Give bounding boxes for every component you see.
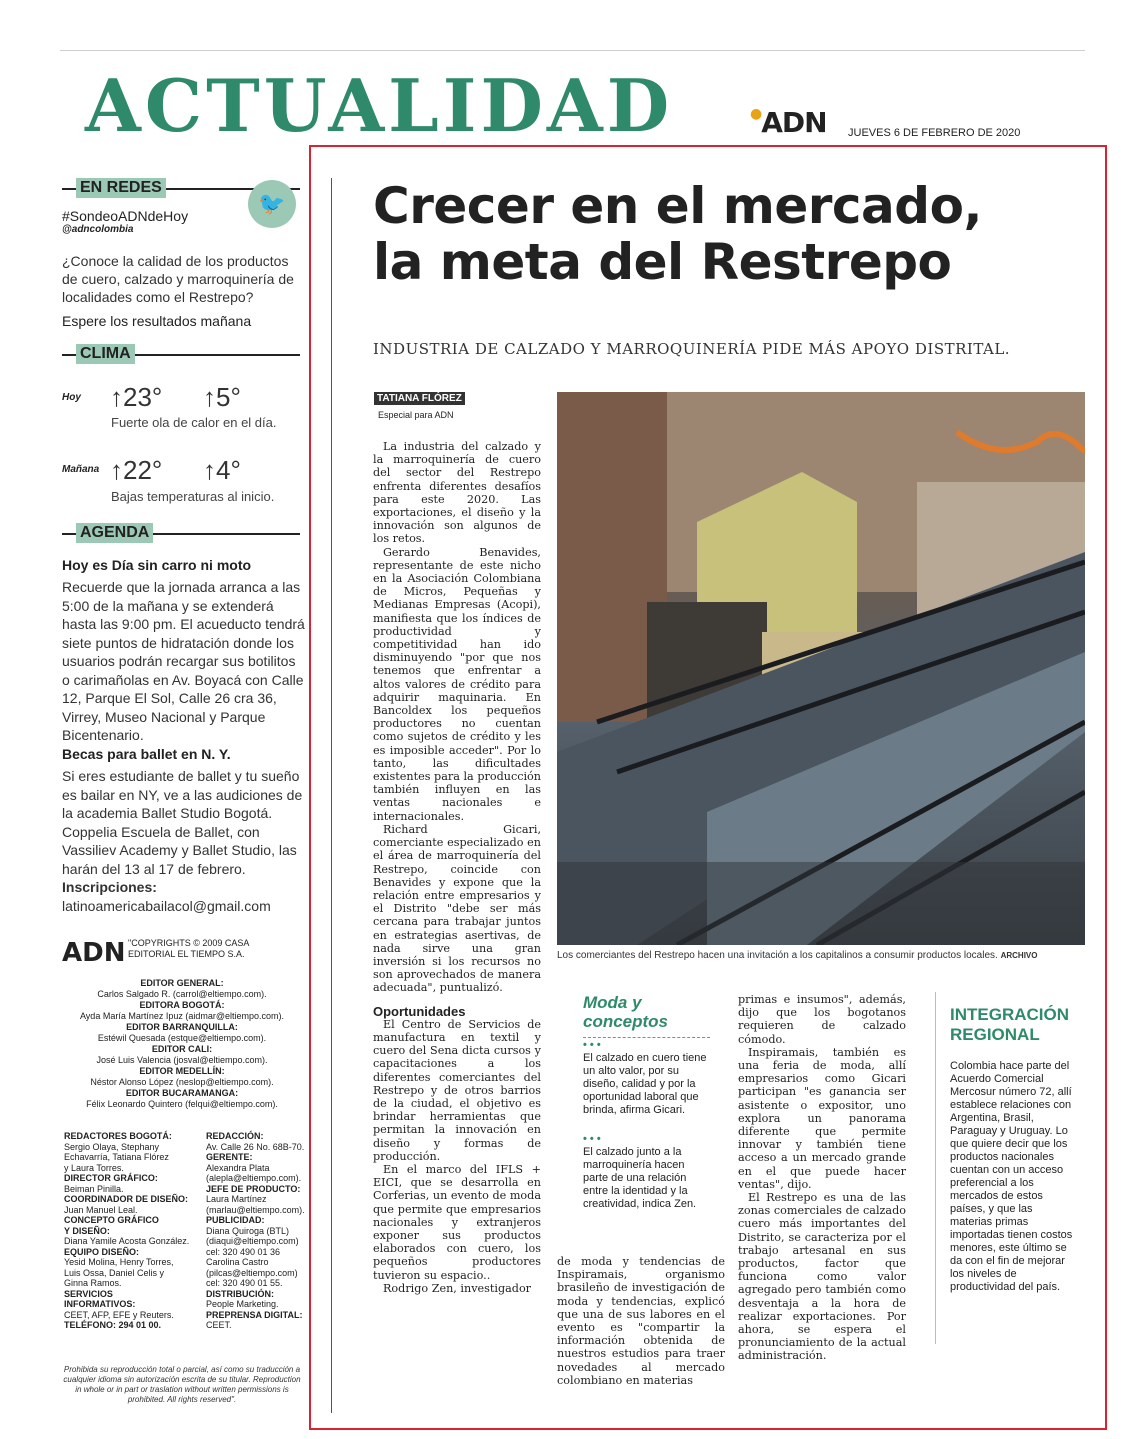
credit-line: INFORMATIVOS:: [64, 1299, 136, 1309]
article-column-2: de moda y tendencias de Inspiramais, organismo brasileño de investigación de moda y tendencias, explicó que una de sus labores en el evento es "compartir la información obtenida de nuestros estudios para traer novedades al mercado colombiano en materias: [557, 1255, 725, 1387]
credit-name: Estéwil Quesada (estque@eltiempo.com).: [97, 1033, 267, 1043]
credit-name: Carlos Salgado R. (carrol@eltiempo.com).: [97, 989, 267, 999]
credit-line: y Laura Torres.: [64, 1162, 124, 1173]
weather-today-desc: Fuerte ola de calor en el día.: [111, 415, 277, 430]
article-photo: [557, 392, 1085, 945]
credit-line: Y DISEÑO:: [64, 1225, 110, 1236]
agenda-item2-text: Si eres estudiante de ballet y tu sueño es bailar en NY, ve a las audiciones de la academia Ballet Studio Bogotá. Coppelia Escuela de Ballet, con Vassiliev Academy y Ballet Studio, las harán del 13 al 17 de febrero. Inscripciones: latinoamericabailacol@gmail.com: [62, 768, 303, 914]
credit-line: Ginna Ramos.: [64, 1278, 122, 1288]
twitter-icon: 🐦: [248, 180, 296, 228]
agenda-header: AGENDA: [62, 523, 300, 543]
article-rule: [331, 178, 332, 1413]
credit-line: PREPRENSA DIGITAL:: [206, 1309, 303, 1320]
poll-question: ¿Conoce la calidad de los productos de cuero, calzado y marroquinería de localidades como el Restrepo?: [62, 253, 294, 305]
credit-name: José Luis Valencia (josval@eltiempo.com).: [96, 1055, 268, 1065]
credit-line: (alepla@eltiempo.com).: [206, 1173, 302, 1183]
credit-line: Av. Calle 26 No. 68B-70.: [206, 1141, 305, 1152]
credit-line: EQUIPO DISEÑO:: [64, 1246, 140, 1257]
credit-line: COORDINADOR DE DISEÑO:: [64, 1194, 189, 1204]
headline: Crecer en el mercado, la meta del Restrepo: [373, 177, 982, 291]
moda-conceptos-title: Moda y conceptos: [583, 993, 669, 1031]
weather-today-min: ↑5°: [203, 382, 241, 412]
integracion-text: Colombia hace parte del Acuerdo Comercial Mercosur número 72, allí establece relaciones con Argentina, Brasil, Paraguay y Uruguay. Lo que quiere decir que los productos nacionales cuentan con un acceso preferencial a los mercados de estos países, y que las materias primas importadas tienen costos menores, este último se da con el fin de mejorar los niveles de productividad del país.: [950, 1060, 1073, 1293]
subheadline: INDUSTRIA DE CALZADO Y MARROQUINERÍA PIDE MÁS APOYO DISTRITAL.: [373, 340, 1011, 358]
credit-line: People Marketing.: [206, 1299, 279, 1309]
en-redes-header: EN REDES: [62, 178, 300, 198]
clima-header: CLIMA: [62, 344, 300, 364]
credit-line: (pilcas@eltiempo.com): [206, 1267, 298, 1278]
credit-line: Beiman Pinilla.: [64, 1183, 124, 1194]
credit-line: REDACTORES BOGOTÁ:: [64, 1131, 172, 1141]
poll-results-note: Espere los resultados mañana: [62, 313, 252, 329]
sidebar-divider: [583, 1037, 710, 1039]
weather-tomorrow-max: ↑22°: [110, 455, 163, 485]
credit-name: Félix Leonardo Quintero (felqui@eltiempo.com).: [86, 1099, 278, 1109]
copyright: "COPYRIGHTS © 2009 CASA EDITORIAL EL TIEMPO S.A.: [128, 938, 249, 959]
credits-left-column: [64, 1131, 204, 1331]
adn-footer-logo: ADN: [62, 938, 126, 968]
adn-logo: ●ADN: [750, 106, 827, 139]
credit-line: Carolina Castro: [206, 1257, 269, 1267]
bullet-dots: • • •: [583, 1039, 601, 1051]
credit-line: PUBLICIDAD:: [206, 1215, 265, 1225]
credit-line: (marlau@eltiempo.com).: [206, 1204, 305, 1215]
credit-line: Juan Manuel Leal.: [64, 1204, 138, 1215]
credit-line: Echavarría, Tatiana Flórez: [64, 1152, 169, 1162]
credit-line: cel: 320 490 01 55.: [206, 1278, 283, 1288]
legal-notice: Prohibida su reproducción total o parcial, así como su traducción a cualquier idioma sin autorización escrita de su titular. Reproduction in whole or in part or traslation without written permissions is prohibited. All rights reserved".: [63, 1365, 301, 1404]
credit-line: DISTRIBUCIÓN:: [206, 1288, 274, 1299]
weather-tomorrow-desc: Bajas temperaturas al inicio.: [111, 489, 275, 504]
article-column-1: La industria del calzado y la marroquinería de cuero del sector del Restrepo enfrenta diferentes desafíos para este 2020. Las exportaciones, el diseño y la innovación son algunos de los retos. Gerardo Benavides, representante de este nicho en la Asociación Colombiana de Micros, Pequeñas y Medianas Empresas (Acopi), manifiesta que los índices de productividad y competitividad han ido disminuyendo "por que nos tenemos que enfrentar a altos valores de crédito para adquirir maquinaria. En Bancoldex los pequeños productores no cuentan como sujetos de crédito y les es imposible acceder". Por lo tanto, las dificultades existentes para la producción también influyen en las ventas nacionales e internacionales. Richard Gicari, comerciante especializado en el área de marroquinería del Restrepo, coincide con Benavides y expone que la relación entre empresarios y el Distrito "debe ser más cercana para trabajar juntos en estrategias asertivas, de nada sirve una gran inversión si los recursos no son aprovechados de manera adecuada", puntualizó. Oportunidades El Centro de Servicios de manufactura en textil y cuero del Sena dicta cursos y capacitaciones a los diferentes comerciantes del Restrepo y de otros barrios de la ciudad, el objetivo es brindar herramientas que permitan la innovación en diseño y formas de producción. En el marco del IFLS + EICI, que se desarrolla en Corferias, un evento de moda que permite que empresarios nacionales y extranjeros exponer sus productos elaborados con cuero, los pequeños productores tuvieron su espacio.. Rodrigo Zen, investigador: [373, 440, 541, 1295]
moda-point-1: El calzado en cuero tiene un alto valor, por su diseño, calidad y por la oportunidad laboral que brinda, afirma Gicari.: [583, 1052, 707, 1116]
weather-today-label: Hoy: [62, 392, 81, 403]
author-role: Especial para ADN: [378, 410, 454, 420]
credit-role: EDITOR CALI:: [151, 1044, 213, 1054]
weather-tomorrow-min: ↑4°: [203, 455, 241, 485]
credit-line: SERVICIOS: [64, 1288, 113, 1299]
credit-role: EDITOR GENERAL:: [140, 978, 224, 988]
section-masthead: ACTUALIDAD: [85, 63, 674, 148]
integracion-title: INTEGRACIÓN REGIONAL: [950, 1005, 1069, 1044]
credit-line: Yesid Molina, Henry Torres,: [64, 1257, 174, 1267]
credit-line: Sergio Olaya, Stephany: [64, 1141, 160, 1152]
credit-line: Luis Ossa, Daniel Celis y: [64, 1267, 165, 1278]
top-rule: [60, 50, 1085, 51]
credit-role: EDITORA BOGOTÁ:: [139, 1000, 225, 1010]
author-byline: TATIANA FLÓREZ: [374, 392, 465, 405]
photo-caption: Los comerciantes del Restrepo hacen una invitación a los capitalinos a consumir productos locales. ARCHIVO: [557, 950, 1038, 961]
editors-list: [62, 978, 302, 1110]
moda-point-2: El calzado junto a la marroquinería hacen parte de una relación entre la identidad y la creatividad, indica Zen.: [583, 1146, 697, 1210]
credit-line: (diaqui@eltiempo.com): [206, 1236, 299, 1246]
credit-name: Néstor Alonso López (neslop@eltiempo.com).: [90, 1077, 274, 1087]
credit-line: Alexandra Plata: [206, 1162, 270, 1173]
article-column-3: primas e insumos", además, dijo que los bogotanos requieren de calzado cómodo. Inspiramais, también es una feria de moda, allí empresarios como Gicari participan "es ganancia ser asistente o expositor, uno explora un panorama diferente que permite innovar y también tiene acceso a un mercado grande en el que puede hacer ventas", dijo. El Restrepo es una de las zonas comerciales de calzado cuero más importantes del Distrito, se caracteriza por el trabajo artesanal en sus productos, factor que funciona como valor agregado pero también como desventaja a la hora de realizar exportaciones. Por ahora, se espera el pronunciamiento de la actual administración.: [738, 993, 906, 1363]
credit-name: Ayda María Martínez Ipuz (aidmar@eltiempo.com).: [79, 1011, 285, 1021]
agenda-item1-text: Recuerde que la jornada arranca a las 5:00 de la mañana y se extenderá hasta las 9:00 pm. El acueducto tendrá siete puntos de hidratación donde los usuarios podrán recargar sus botilitos o carimañolas en Av. Boyacá con Calle 12, Parque El Sol, Calle 26 cra 36, Virrey, Museo Nacional y Parque Bicentenario.: [62, 579, 305, 743]
credit-line: TELÉFONO: 294 01 00.: [64, 1320, 162, 1330]
credit-line: CEET.: [206, 1320, 232, 1330]
credit-line: DIRECTOR GRÁFICO:: [64, 1173, 158, 1183]
credit-line: GERENTE:: [206, 1152, 253, 1162]
credit-line: REDACCIÓN:: [206, 1131, 264, 1141]
credits-right-column: [206, 1131, 306, 1331]
hashtag: #SondeoADNdeHoy: [62, 208, 189, 224]
agenda-item2-title: Becas para ballet en N. Y.: [62, 746, 231, 762]
credit-line: CONCEPTO GRÁFICO: [64, 1215, 159, 1225]
twitter-handle: @adncolombia: [62, 224, 134, 235]
credit-role: EDITOR BUCARAMANGA:: [125, 1088, 239, 1098]
factory-illustration: [557, 392, 1085, 945]
credit-line: cel: 320 490 01 36: [206, 1246, 281, 1257]
weather-today-max: ↑23°: [110, 382, 163, 412]
credit-line: Diana Yamile Acosta González.: [64, 1236, 190, 1246]
weather-tomorrow-label: Mañana: [62, 464, 100, 475]
publication-date: JUEVES 6 DE FEBRERO DE 2020: [848, 127, 1021, 139]
credit-role: EDITOR MEDELLÍN:: [139, 1066, 225, 1076]
bullet-dots: • • •: [583, 1133, 601, 1145]
agenda-item1-title: Hoy es Día sin carro ni moto: [62, 557, 252, 573]
credit-role: EDITOR BARRANQUILLA:: [126, 1022, 238, 1032]
credit-line: Diana Quiroga (BTL): [206, 1225, 290, 1236]
credit-line: Laura Martínez: [206, 1194, 267, 1204]
credit-line: CEET, AFP, EFE y Reuters.: [64, 1309, 174, 1320]
credit-line: JEFE DE PRODUCTO:: [206, 1183, 301, 1194]
